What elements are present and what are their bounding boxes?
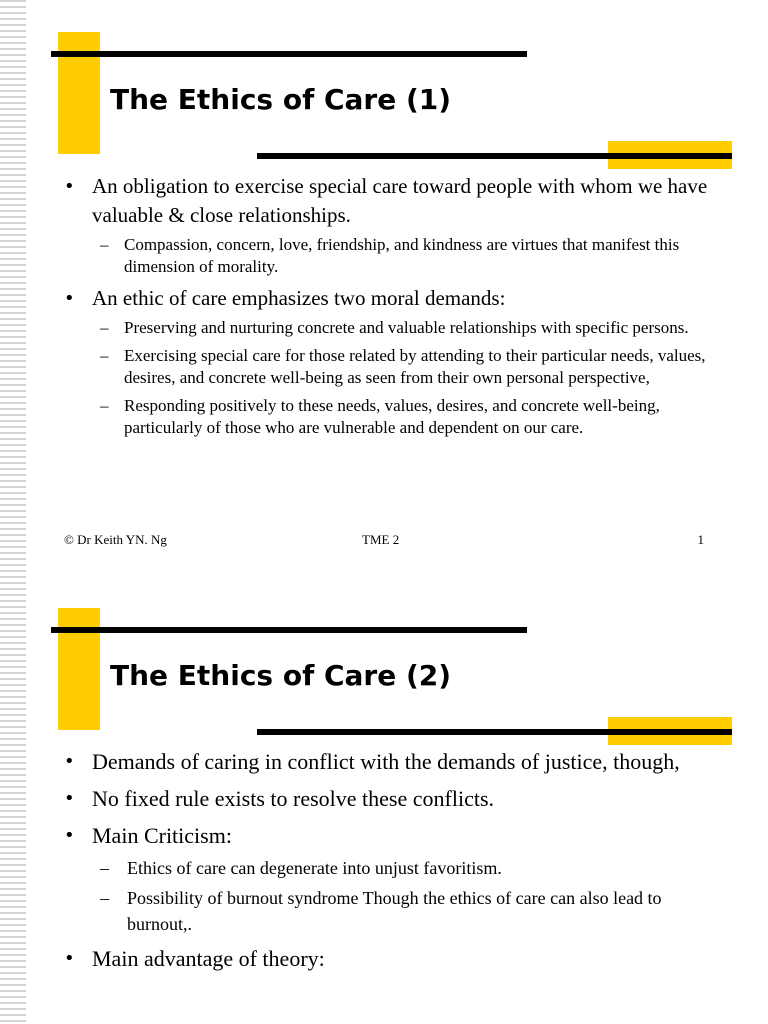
title-bottom-rule xyxy=(257,153,732,159)
title-top-rule xyxy=(51,627,527,633)
bullet-item: • No fixed rule exists to resolve these conflicts. xyxy=(64,783,714,814)
slide-title: The Ethics of Care (2) xyxy=(110,659,452,692)
slide-title: The Ethics of Care (1) xyxy=(110,83,452,116)
footer-course-code: TME 2 xyxy=(362,532,400,547)
footer-page-number: 1 xyxy=(697,532,704,547)
footer-copyright: © Dr Keith YN. Ng xyxy=(64,532,167,547)
title-top-rule xyxy=(51,51,527,57)
slide-footer xyxy=(64,531,704,549)
bullet-item: • An obligation to exercise special care toward people with whom we have valuable & close relationships. xyxy=(64,172,714,230)
slide-2 xyxy=(0,576,768,1024)
bullet-item: • An ethic of care emphasizes two moral demands: xyxy=(64,284,714,313)
bullet-item: • Main Criticism: xyxy=(64,820,714,851)
bullet-item: • Main advantage of theory: xyxy=(64,943,714,974)
sub-bullet-item: – Exercising special care for those related by attending to their particular needs, values, desires, and concrete well-being as seen from their own personal perspective, xyxy=(64,345,714,389)
sub-bullet-item: – Compassion, concern, love, friendship, and kindness are virtues that manifest this dimension of morality. xyxy=(64,234,714,278)
slide-body xyxy=(64,172,714,439)
sub-bullet-item: – Possibility of burnout syndrome Though the ethics of care can also lead to burnout,. xyxy=(64,885,714,937)
sub-bullet-item: – Ethics of care can degenerate into unjust favoritism. xyxy=(64,855,714,881)
bullet-item: • Demands of caring in conflict with the demands of justice, though, xyxy=(64,746,714,777)
sub-bullet-item: – Preserving and nurturing concrete and valuable relationships with specific persons. xyxy=(64,317,714,339)
sub-bullet-item: – Responding positively to these needs, values, desires, and concrete well-being, particularly of those who are vulnerable and dependent on our care. xyxy=(64,395,714,439)
title-bottom-rule xyxy=(257,729,732,735)
slide-body xyxy=(64,746,714,974)
